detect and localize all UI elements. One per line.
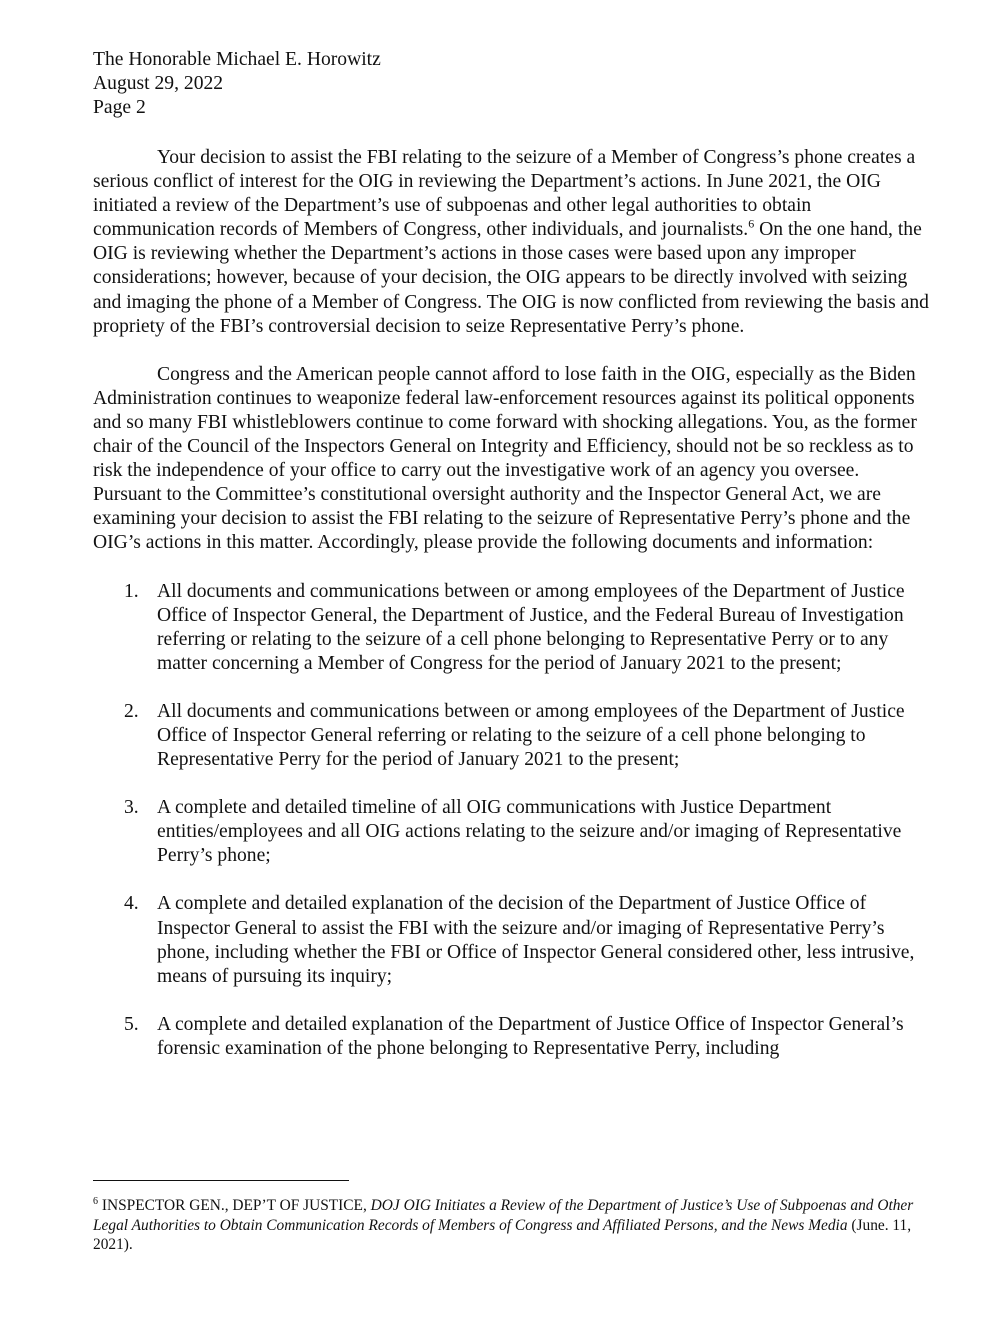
footnote-date: (June. 11, 2021). [93, 1216, 912, 1254]
footnote [93, 1196, 933, 1255]
letter-body [93, 146, 929, 1085]
letter-header [93, 48, 381, 120]
request-number: 3. [124, 797, 139, 819]
footnote-title: DOJ OIG Initiates a Review of the Department of Justice’s Use of Subpoenas and Other Legal Authorities to Obtain Communication Records of Members of Congress and Affiliated Persons, and the News Media [93, 1197, 914, 1234]
request-item [93, 580, 929, 676]
request-number: 2. [124, 700, 139, 722]
page-number-line: Page 2 [93, 97, 146, 118]
request-number: 4. [124, 893, 139, 915]
date-line: August 29, 2022 [93, 73, 224, 94]
recipient-line: The Honorable Michael E. Horowitz [93, 49, 381, 70]
request-text: All documents and communications between or among employees of the Department of Justice Office of Inspector General referring or relating to the seizure of a cell phone belonging to Representative Perry for the period of January 2021 to the present; [157, 700, 905, 771]
request-item [93, 1013, 929, 1061]
request-item [93, 796, 929, 868]
footnote-marker: 6 [93, 1195, 98, 1207]
request-text: A complete and detailed explanation of the decision of the Department of Justice Office of Inspector General to assist the FBI with the seizure and/or imaging of Representative Perry’s phone, including whether the FBI or Office of Inspector General considered other, less intrusive, means of pursuing its inquiry; [157, 893, 915, 987]
request-number: 5. [124, 1013, 139, 1035]
request-text: All documents and communications between or among employees of the Department of Justice Office of Inspector General, the Department of Justice, and the Federal Bureau of Investigation referring or relating to the seizure of a cell phone belonging to Representative Perry or to any matter concerning a Member of Congress for the period of January 2021 to the present; [157, 580, 905, 674]
request-number: 1. [124, 580, 139, 602]
paragraph-text: Congress and the American people cannot afford to lose faith in the OIG, especially as the Biden Administration continues to weaponize federal law-enforcement resources against its political opponents and so many FBI whistleblowers continue to come forward with shocking allegations. You, as the former chair of the Council of the Inspectors General on Integrity and Efficiency, should not be so reckless as to risk the independence of your office to carry out the investigative work of an agency you oversee. Pursuant to the Committee’s constitutional oversight authority and the Inspector General Act, we are examining your decision to assist the FBI relating to the seizure of Representative Perry’s phone and the OIG’s actions in this matter. Accordingly, please provide the following documents and information: [93, 363, 917, 554]
paragraph-text-continued: On the one hand, the OIG is reviewing whether the Department’s actions in those cases were based upon any improper considerations; however, because of your decision, the OIG appears to be directly involved with seizing and imaging the phone of a Member of Congress. The OIG is now conflicted from reviewing the basis and propriety of the FBI’s controversial decision to seize Representative Perry’s phone. [93, 219, 929, 337]
request-list [93, 580, 929, 1062]
footnote-reference: 6 [748, 216, 755, 231]
request-item [93, 892, 929, 988]
paragraph-request-intro [93, 363, 929, 556]
paragraph-text: Your decision to assist the FBI relating to the seizure of a Member of Congress’s phone creates a serious conflict of interest for the OIG in reviewing the Department’s actions. In June 2021, the OIG initiated a review of the Department’s use of subpoenas and other legal authorities to obtain communication records of Members of Congress, other individuals, and journalists. [93, 147, 916, 241]
footnote-source: INSPECTOR GEN., DEP’T OF JUSTICE, [101, 1197, 367, 1214]
request-item [93, 700, 929, 772]
footnote-divider [93, 1180, 349, 1181]
paragraph-conflict-of-interest [93, 146, 929, 339]
request-text: A complete and detailed explanation of the Department of Justice Office of Inspector General’s forensic examination of the phone belonging to Representative Perry, including [157, 1013, 904, 1059]
request-text: A complete and detailed timeline of all OIG communications with Justice Department entities/employees and all OIG actions relating to the seizure and/or imaging of Representative Perry’s phone; [157, 797, 902, 867]
